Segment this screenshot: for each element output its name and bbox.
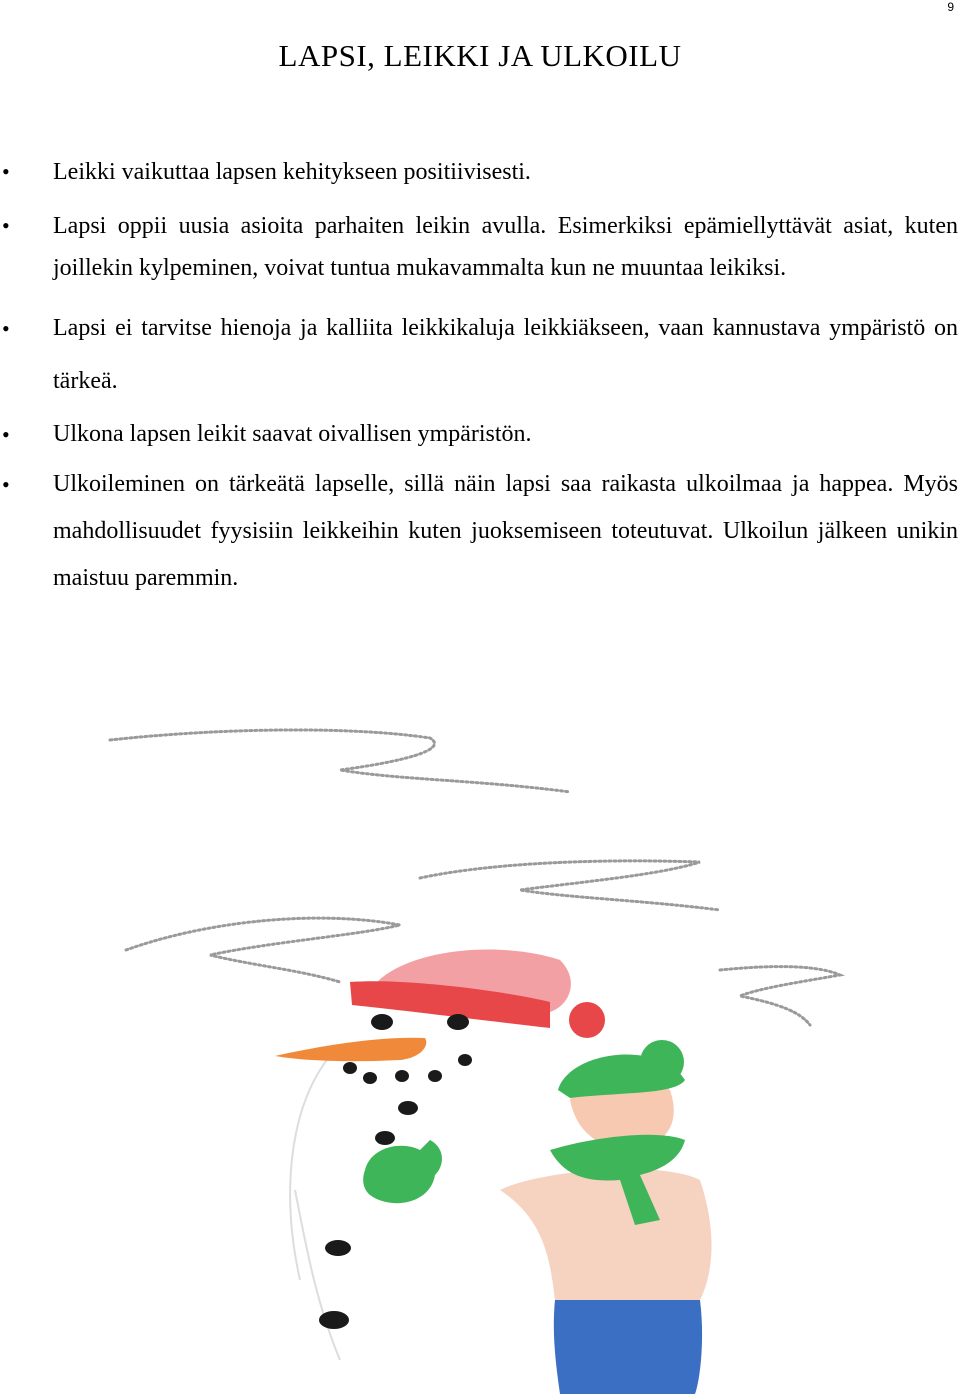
bullet-icon: • (2, 213, 10, 238)
list-item-text: Lapsi ei tarvitse hienoja ja kalliita leikkikaluja leikkiäkseen, vaan kannustava ympäristö on tärkeä. (53, 315, 958, 394)
bullet-icon: • (2, 159, 10, 184)
bullet-icon: • (2, 422, 10, 447)
bullet-icon: • (2, 472, 10, 497)
bullet-icon: • (2, 316, 10, 341)
page-title: LAPSI, LEIKKI JA ULKOILU (278, 38, 682, 73)
child-figure (363, 1040, 711, 1394)
page-number: 9 (947, 0, 954, 14)
list-item (0, 302, 960, 408)
snowman-child-illustration (100, 720, 860, 1394)
list-item-text: Lapsi oppii uusia asioita parhaiten leikin avulla. Esimerkiksi epämiellyttävät asiat, kuten joillekin kylpeminen, voivat tuntua mukavammalta kun ne muuntaa leikiksi. (53, 213, 958, 281)
list-item (0, 152, 960, 192)
bullet-list (0, 152, 960, 602)
list-item (0, 408, 960, 461)
snowman-buttons (319, 1101, 418, 1329)
list-item (0, 205, 960, 289)
list-item-text: Ulkoileminen on tärkeätä lapselle, sillä näin lapsi saa raikasta ulkoilmaa ja happea. Myös mahdollisuudet fyysisiin leikkeihin kuten juoksemiseen toteutuvat. Ulkoilun jälkeen unikin maistuu paremmin. (53, 471, 958, 591)
list-item-text: Ulkona lapsen leikit saavat oivallisen ympäristön. (53, 421, 532, 447)
list-item-text: Leikki vaikuttaa lapsen kehitykseen positiivisesti. (53, 159, 531, 185)
list-item (0, 461, 960, 602)
snowman-face (275, 1014, 472, 1084)
